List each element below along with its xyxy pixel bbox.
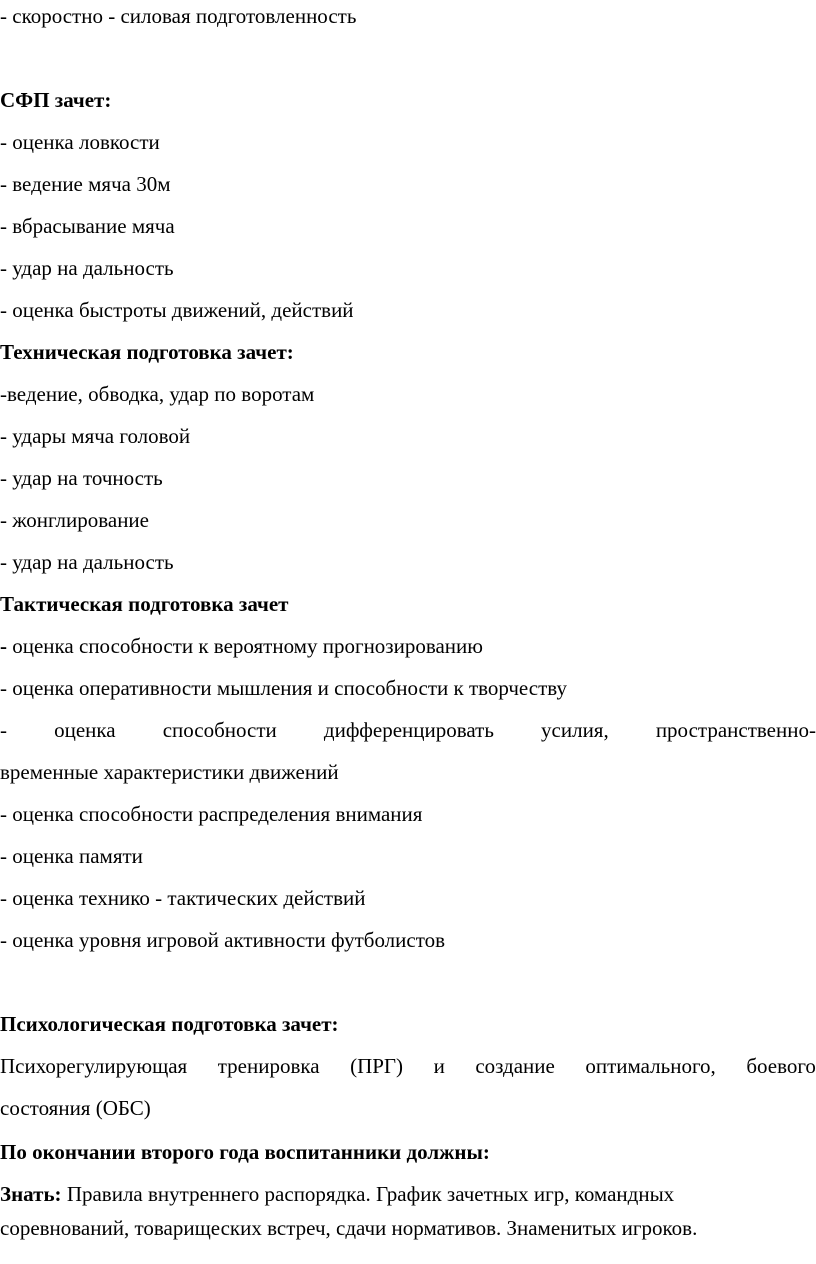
word: Психорегулирующая bbox=[0, 1054, 188, 1078]
list-item: - ведение мяча 30м bbox=[0, 172, 171, 196]
list-item: - оценка быстроты движений, действий bbox=[0, 298, 354, 322]
know-paragraph-line: соревнований, товарищеских встреч, сдачи нормативов. Знаменитых игроков. bbox=[0, 1216, 698, 1240]
justified-paragraph-line bbox=[0, 1045, 816, 1087]
bullet-dash: - bbox=[0, 634, 7, 658]
word: создание bbox=[475, 1054, 555, 1078]
know-text: Правила внутреннего распорядка. График зачетных игр, командных bbox=[61, 1182, 675, 1206]
word: и bbox=[433, 1054, 445, 1078]
second-year-heading: По окончании второго года воспитанники должны: bbox=[0, 1140, 490, 1164]
list-item bbox=[0, 625, 483, 667]
sfp-heading: СФП зачет: bbox=[0, 88, 112, 112]
word: тренировка bbox=[217, 1054, 320, 1078]
list-item: - вбрасывание мяча bbox=[0, 214, 175, 238]
justified-list-item bbox=[0, 709, 816, 751]
tact-heading: Тактическая подготовка зачет bbox=[0, 592, 289, 616]
word: пространственно- bbox=[655, 718, 816, 742]
list-item: - оценка способности распределения внимания bbox=[0, 802, 423, 826]
word: - bbox=[0, 718, 7, 742]
word: усилия, bbox=[541, 718, 609, 742]
word: (ПРГ) bbox=[350, 1054, 404, 1078]
know-label: Знать: bbox=[0, 1182, 62, 1206]
list-item: -ведение, обводка, удар по воротам bbox=[0, 382, 315, 406]
list-item: - оценка оперативности мышления и способности к творчеству bbox=[0, 676, 567, 700]
list-item: - оценка технико - тактических действий bbox=[0, 886, 366, 910]
list-item: - удар на точность bbox=[0, 466, 163, 490]
word: боевого bbox=[746, 1054, 816, 1078]
list-item: - удары мяча головой bbox=[0, 424, 191, 448]
word: оценка bbox=[54, 718, 116, 742]
list-item: - оценка уровня игровой активности футболистов bbox=[0, 928, 446, 952]
paragraph-continuation: состояния (ОБС) bbox=[0, 1096, 151, 1120]
list-item: - удар на дальность bbox=[0, 550, 174, 574]
list-item-continuation: временные характеристики движений bbox=[0, 760, 339, 784]
psych-heading: Психологическая подготовка зачет: bbox=[0, 1012, 339, 1036]
list-item: - жонглирование bbox=[0, 508, 149, 532]
list-item-text: оценка способности к вероятному прогнозированию bbox=[7, 634, 483, 658]
word: дифференцировать bbox=[323, 718, 494, 742]
word: способности bbox=[162, 718, 277, 742]
list-item: - удар на дальность bbox=[0, 256, 174, 280]
list-item: - оценка памяти bbox=[0, 844, 143, 868]
tech-heading: Техническая подготовка зачет: bbox=[0, 340, 294, 364]
text-line: - скоростно - силовая подготовленность bbox=[0, 4, 357, 28]
word: оптимального, bbox=[585, 1054, 716, 1078]
list-item: - оценка ловкости bbox=[0, 130, 160, 154]
